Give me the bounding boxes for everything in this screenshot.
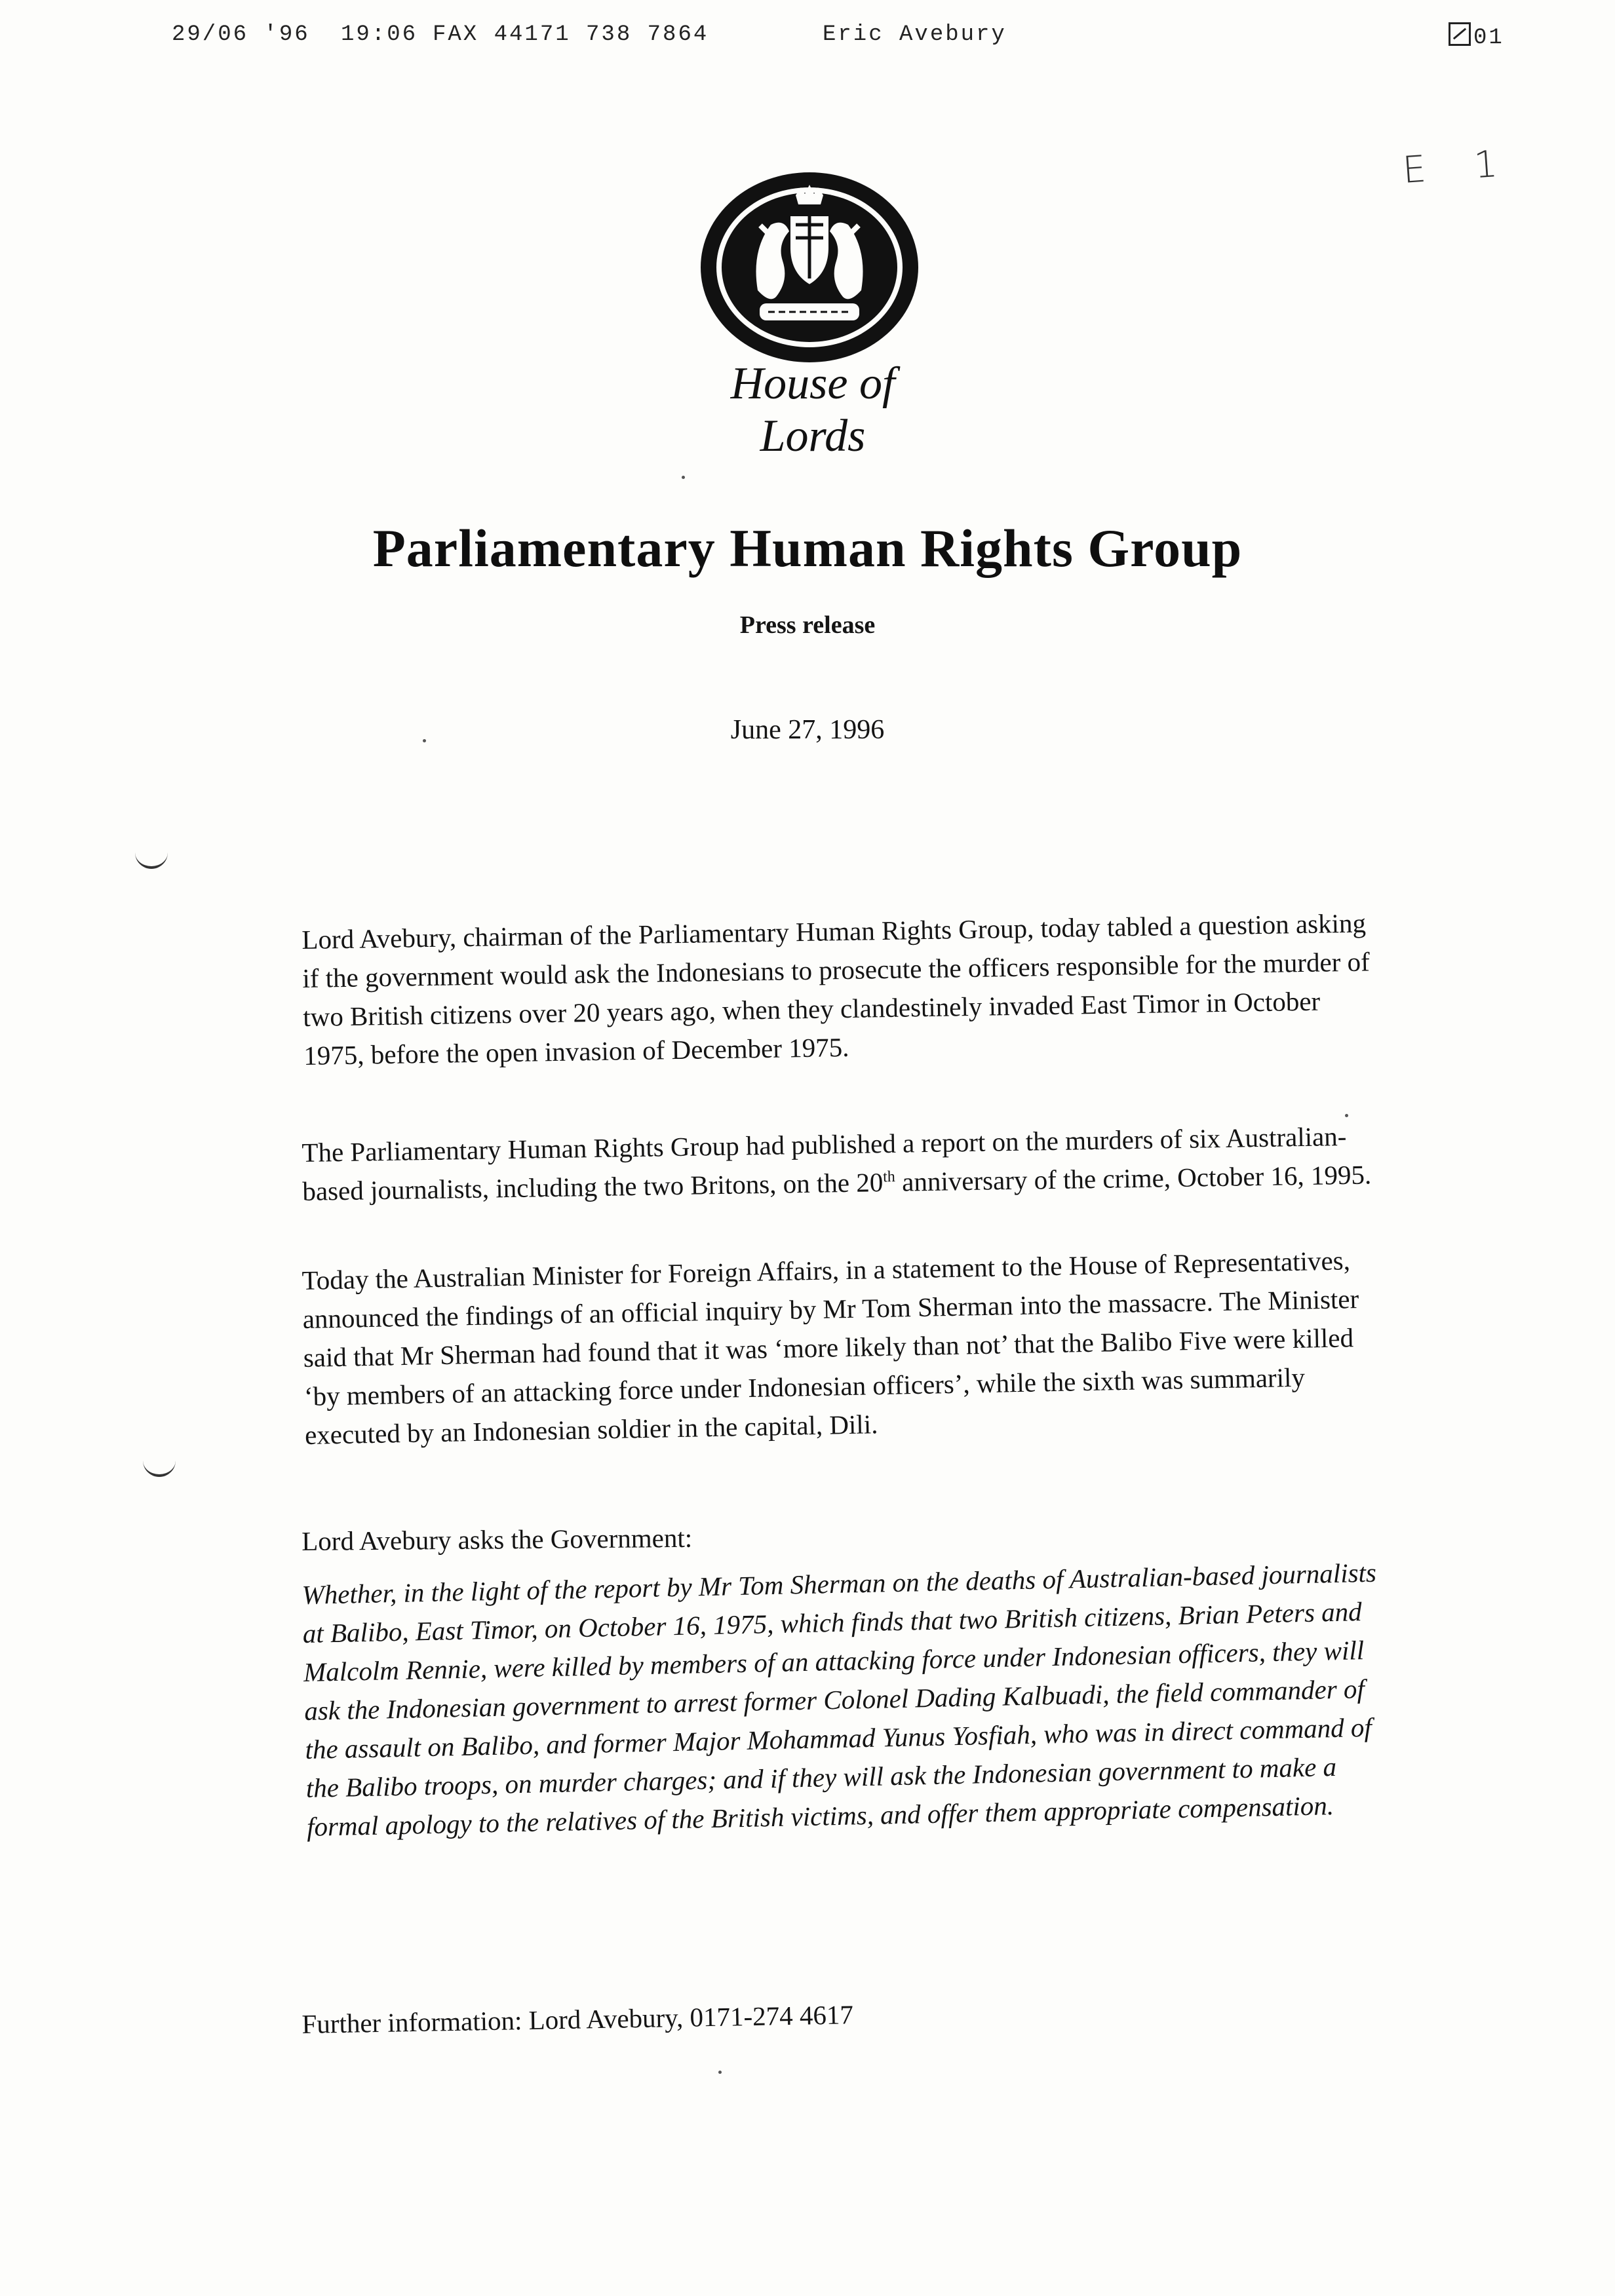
paragraph-report-text-b: anniversary of the crime, October 16, 1995.	[895, 1159, 1372, 1197]
scan-speck	[718, 2071, 722, 2074]
scan-speck	[423, 739, 426, 742]
fax-time: 19:06	[341, 22, 418, 47]
house-of-lords-crest-icon	[697, 169, 922, 366]
fax-page-box-icon	[1449, 22, 1471, 46]
paragraph-report-text-a: The Parliamentary Human Rights Group had published a report on the murders of six Australian-based journalists, including the two Britons, on the 20	[302, 1120, 1347, 1206]
ordinal-suffix: th	[882, 1168, 895, 1186]
paragraph-inquiry: Today the Australian Minister for Foreign Affairs, in a statement to the House of Representatives, announced the findings of an official inquiry by Mr Tom Sherman into the massacre. The Minister said that Mr Sherman had found that it was ‘more likely than not’ that the Balibo Five were killed ‘by members of an attacking force under Indonesian officers’, while the sixth was summarily executed by an Indonesian soldier in the capital, Dili.	[302, 1245, 1359, 1450]
paragraph-question-text: Whether, in the light of the report by Mr Tom Sherman on the deaths of Australian-based journalists at Balibo, East Timor, on October 16, 1975, which finds that two British citizens, Brian Peters and Malcolm Rennie, were killed by members of an attacking force under Indonesian officers, they will ask the Indonesian government to arrest former Colonel Dading Kalbuadi, the field commander of the assault on Balibo, and former Major Mohammad Yunus Yosfiah, who was in direct command of the Balibo troops, on murder charges; and if they will ask the Indonesian government to make a formal apology to the relatives of the British victims, and offer them appropriate compensation.	[302, 1557, 1377, 1842]
paragraph-intro: Lord Avebury, chairman of the Parliamentary Human Rights Group, today tabled a question asking if the government would ask the Indonesians to prosecute the officers responsible for the murder of two British citizens over 20 years ago, when they clandestinely invaded East Timor in October 1975, before the open invasion of December 1975.	[302, 908, 1371, 1071]
fax-number: FAX 44171 738 7864	[433, 22, 709, 47]
fax-sender: Eric Avebury	[823, 22, 1007, 47]
fax-header	[0, 22, 1615, 62]
release-date: June 27, 1996	[730, 715, 885, 745]
paragraph-question-intro: Lord Avebury asks the Government:	[302, 1522, 693, 1556]
fax-page-number: 01	[1473, 26, 1504, 50]
further-information: Further information: Lord Avebury, 0171-274 4617	[302, 1999, 854, 2039]
document-title: Parliamentary Human Rights Group	[372, 518, 1243, 578]
fax-page-indicator	[1449, 22, 1504, 50]
scan-mark-icon	[135, 852, 168, 869]
paragraph-report	[302, 1117, 1378, 1211]
handwritten-mark: E 1	[1401, 142, 1517, 192]
house-of-lords-wordmark: House of Lords	[730, 358, 895, 461]
scan-speck	[1345, 1114, 1348, 1117]
fax-date: 29/06 '96	[172, 22, 310, 47]
scan-speck	[682, 476, 685, 479]
scan-mark-icon	[143, 1460, 176, 1477]
press-release-label: Press release	[739, 611, 876, 639]
